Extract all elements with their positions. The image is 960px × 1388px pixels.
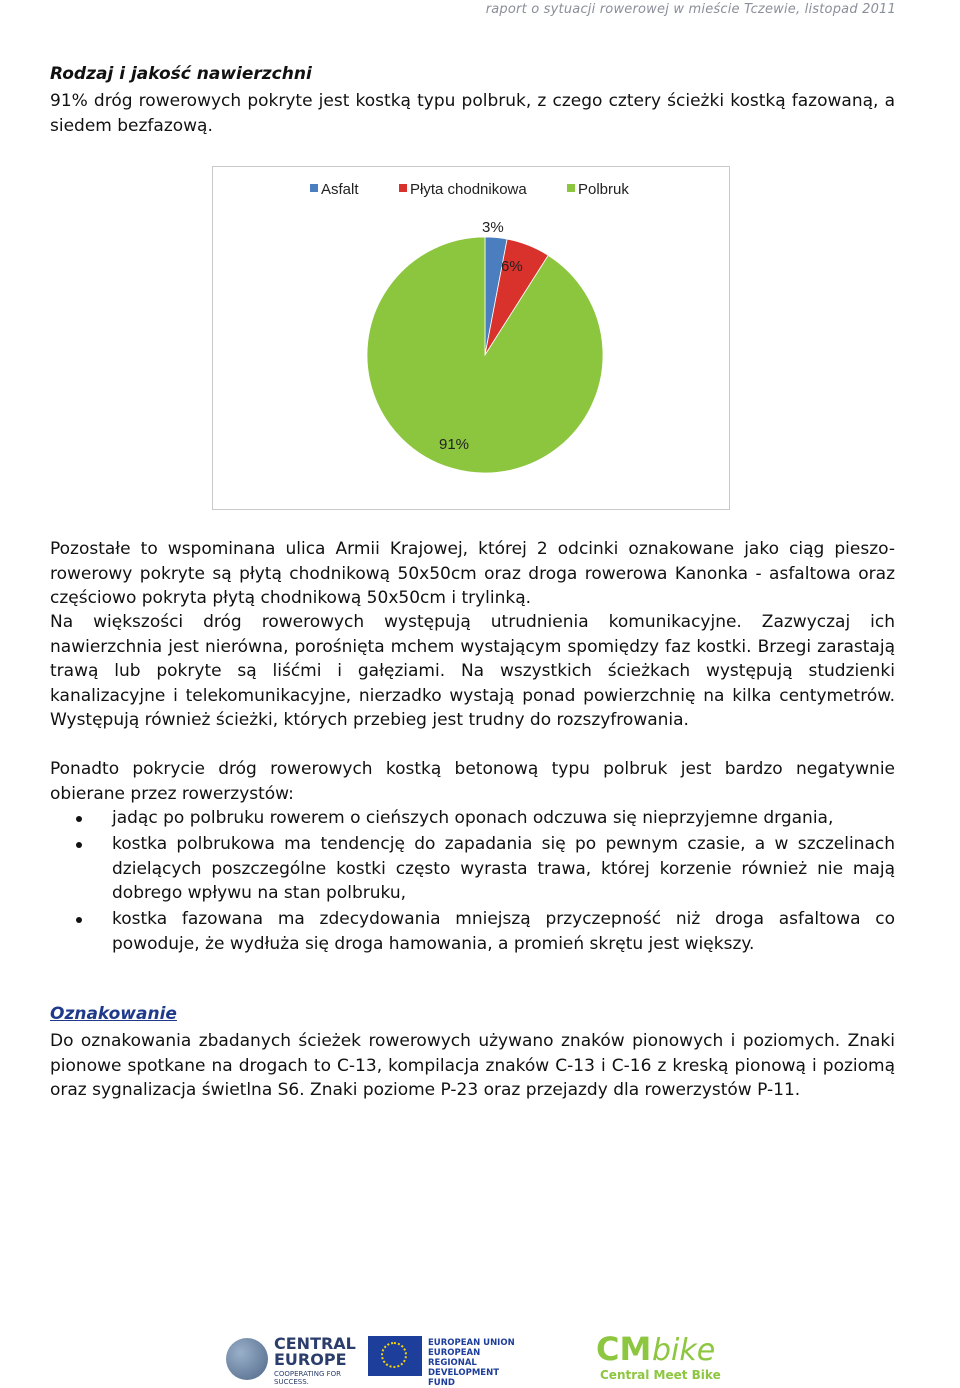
footer-logos bbox=[220, 1330, 740, 1388]
legend-label-2: Płyta chodnikowa bbox=[410, 181, 527, 198]
list-item bbox=[50, 806, 895, 831]
bullet-text: jadąc po polbruku rowerem o cieńszych oponach odczuwa się nieprzyjemne drgania, bbox=[112, 808, 834, 828]
logo-text: EUROPE bbox=[274, 1350, 347, 1369]
legend-swatch-2 bbox=[399, 184, 407, 192]
legend-label-3: Polbruk bbox=[578, 181, 629, 198]
globe-icon bbox=[226, 1338, 268, 1380]
bullet-icon bbox=[76, 917, 82, 923]
paragraph-difficulties: Na większości dróg rowerowych występują utrudnienia komunikacyjne. Zazwyczaj ich nawierzchnia jest nierówna, porośnięta mchem wystającym spomiędzy faz kostki. Brzegi zarastają trawą lub pokryte są liśćmi i gałęziami. Na wszystkich ścieżkach występują studzienki kanalizacyjne i telekomunikacyjne, nierzadko wystają ponad powierzchnię na kilka centymetrów. Występują również ścieżki, których przebieg jest trudny do rozszyfrowania. bbox=[50, 612, 895, 730]
logo-tagline: Central Meet Bike bbox=[600, 1368, 721, 1382]
paragraph-polbruk-negative: Ponadto pokrycie dróg rowerowych kostką betonową typu polbruk jest bardzo negatywnie obierane przez rowerzystów: bbox=[50, 759, 895, 804]
legend-swatch-3 bbox=[567, 184, 575, 192]
intro-paragraph: 91% dróg rowerowych pokryte jest kostką typu polbruk, z czego cztery ścieżki kostką fazowaną, a siedem bezfazową. bbox=[50, 91, 895, 136]
legend-swatch-1 bbox=[310, 184, 318, 192]
bullet-icon bbox=[76, 816, 82, 822]
list-item bbox=[50, 832, 895, 906]
paragraph-remaining-roads: Pozostałe to wspominana ulica Armii Krajowej, której 2 odcinki oznakowane jako ciąg pieszo-rowerowy pokryte są płytą chodnikową 50x50cm oraz droga rowerowa Kanonka - asfaltowa oraz częściowo pokryta płytą chodnikową 50x50cm i trylinką. bbox=[50, 539, 895, 608]
bullet-text: kostka polbrukowa ma tendencję do zapadania się po pewnym czasie, a w szczelinach dzielących poszczególne kostki często wyrasta trawa, której korzenie również nie mają dobrego wpływu na stan polbruku, bbox=[112, 834, 895, 903]
pie-chart bbox=[213, 167, 729, 509]
paragraph-signage: Do oznakowania zbadanych ścieżek rowerowych używano znaków pionowych i poziomych. Znaki pionowe spotkane na drogach to C-13, kompilacja znaków C-13 i C-16 z kreską pionową i poziomą oraz sygnalizacja świetlna S6. Znaki poziome P-23 oraz przejazdy dla rowerzystów P-11. bbox=[50, 1031, 895, 1100]
data-label-1: 3% bbox=[482, 219, 504, 236]
section-title-surface: Rodzaj i jakość nawierzchni bbox=[50, 64, 312, 84]
pie-chart-frame bbox=[212, 166, 730, 510]
logo-text: bike bbox=[652, 1333, 716, 1368]
eu-logo bbox=[368, 1336, 518, 1388]
bullet-list bbox=[50, 806, 895, 958]
logo-text: CM bbox=[596, 1330, 652, 1368]
section-title-signage: Oznakowanie bbox=[50, 1004, 177, 1024]
pie-slice-3 bbox=[367, 237, 603, 473]
running-header: raport o sytuacji rowerowej w mieście Tczewie, listopad 2011 bbox=[485, 2, 896, 17]
logo-tagline: COOPERATING FOR SUCCESS. bbox=[274, 1370, 342, 1386]
legend-label-1: Asfalt bbox=[321, 181, 359, 198]
eu-logo-text: EUROPEAN UNION EUROPEAN REGIONAL DEVELOPMENT FUND bbox=[428, 1338, 515, 1388]
eu-flag-icon bbox=[368, 1336, 422, 1376]
list-item bbox=[50, 907, 895, 956]
central-europe-logo bbox=[220, 1330, 356, 1384]
bullet-text: kostka fazowana ma zdecydowania mniejszą przyczepność niż droga asfaltowa co powoduje, że wydłuża się droga hamowania, a promień skrętu jest większy. bbox=[112, 909, 895, 954]
logo-text: CENTRAL bbox=[274, 1334, 356, 1353]
data-label-3: 91% bbox=[439, 436, 470, 453]
data-label-2: 6% bbox=[501, 258, 523, 275]
cmbike-logo bbox=[592, 1330, 740, 1384]
bullet-icon bbox=[76, 842, 82, 848]
